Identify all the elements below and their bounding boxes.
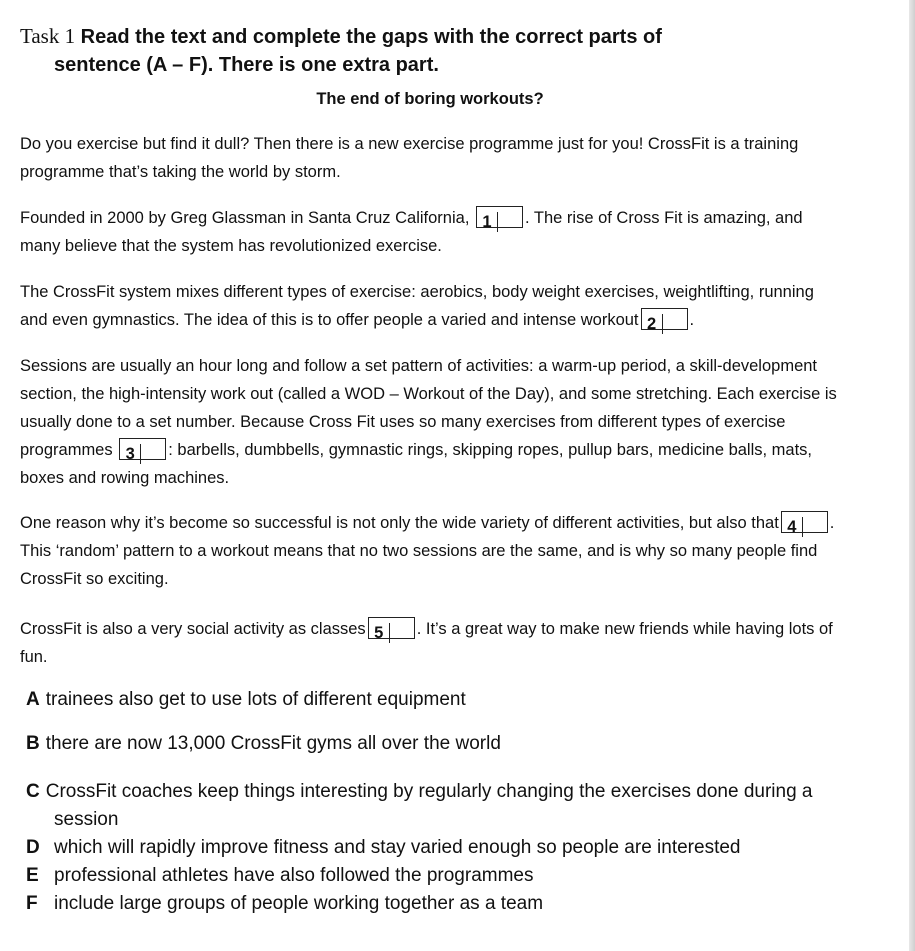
option-d [26,834,856,862]
option-f-letter: F [26,893,38,914]
option-e-text: professional athletes have also followed the programmes [54,865,534,886]
task-heading [20,22,880,79]
gap-1-number: 1 [477,212,498,232]
option-c [26,778,856,834]
gap-5-number: 5 [369,623,390,643]
gap-2[interactable] [641,308,688,333]
gap-2-answer-box[interactable] [663,309,687,329]
option-d-letter: D [26,837,40,858]
paragraph-3-after: . [689,311,695,329]
page-edge-shadow [909,0,915,951]
option-c-text: CrossFit coaches keep things interesting by regularly changing the exercises done during a [45,781,813,802]
option-b-letter: B [26,733,40,754]
gap-4[interactable] [781,511,828,536]
gap-1-answer-box[interactable] [498,207,522,227]
paragraph-2-after: . The rise of Cross Fit is amazing, and many believe that the system has revolutionized exercise. [20,209,803,255]
paragraph-6-before: CrossFit is also a very social activity as classes [20,620,366,638]
paragraph-6-after: . It’s a great way to make new friends while having lots of fun. [20,620,833,666]
task-label: Task 1 [20,24,76,48]
option-c-text-continued: session [54,809,119,830]
option-f [26,890,856,918]
option-c-letter: C [26,781,40,802]
option-a-text: trainees also get to use lots of different equipment [45,689,466,710]
paragraph-2-before: Founded in 2000 by Greg Glassman in Santa Cruz California, [20,209,470,227]
option-a-letter: A [26,689,40,710]
paragraph-5-after: . This ‘random’ pattern to a workout means that no two sessions are the same, and is why so many people find CrossFit so exciting. [20,514,835,588]
gap-3-number: 3 [120,444,141,464]
task-instruction-line1: Read the text and complete the gaps with the correct parts of [80,26,662,48]
option-e-letter: E [26,865,39,886]
option-a [26,686,856,714]
option-f-text: include large groups of people working together as a team [54,893,544,914]
paragraph-4-before: Sessions are usually an hour long and follow a set pattern of activities: a warm-up period, a skill-development section, the high-intensity work out (called a WOD – Workout of the Day), and some stretching. Each exercise is usually done to a set number. Because Cross Fit uses so many exercises from different types of exercise programmes [20,357,837,459]
paragraph-3 [20,278,840,334]
gap-5[interactable] [368,617,415,642]
paragraph-4-after: : barbells, dumbbells, gymnastic rings, skipping ropes, pullup bars, medicine balls, mats, boxes and rowing machines. [20,441,813,487]
gap-5-answer-box[interactable] [390,618,414,638]
gap-1[interactable] [476,206,523,231]
option-b-text: there are now 13,000 CrossFit gyms all over the world [45,733,501,754]
paragraph-5-before: One reason why it’s become so successful is not only the wide variety of different activities, but also that [20,514,779,532]
paragraph-2 [20,204,840,260]
paragraph-1: Do you exercise but find it dull? Then there is a new exercise programme just for you! CrossFit is a training programme that’s taking the world by storm. [20,135,799,181]
gap-2-number: 2 [642,314,663,334]
article-title: The end of boring workouts? [316,90,544,108]
task-instruction-line2: sentence (A – F). There is one extra part. [54,54,439,76]
paragraph-6 [20,615,840,671]
paragraph-5 [20,509,840,593]
option-d-text: which will rapidly improve fitness and stay varied enough so people are interested [54,837,741,858]
gap-3[interactable] [119,438,166,463]
paragraph-3-before: The CrossFit system mixes different types of exercise: aerobics, body weight exercises, weightlifting, running and even gymnastics. The idea of this is to offer people a varied and intense workout [20,283,814,329]
option-b [26,730,856,758]
option-e [26,862,856,890]
gap-3-answer-box[interactable] [141,439,165,459]
gap-4-answer-box[interactable] [803,512,827,532]
gap-4-number: 4 [782,517,803,537]
paragraph-4 [20,352,840,492]
